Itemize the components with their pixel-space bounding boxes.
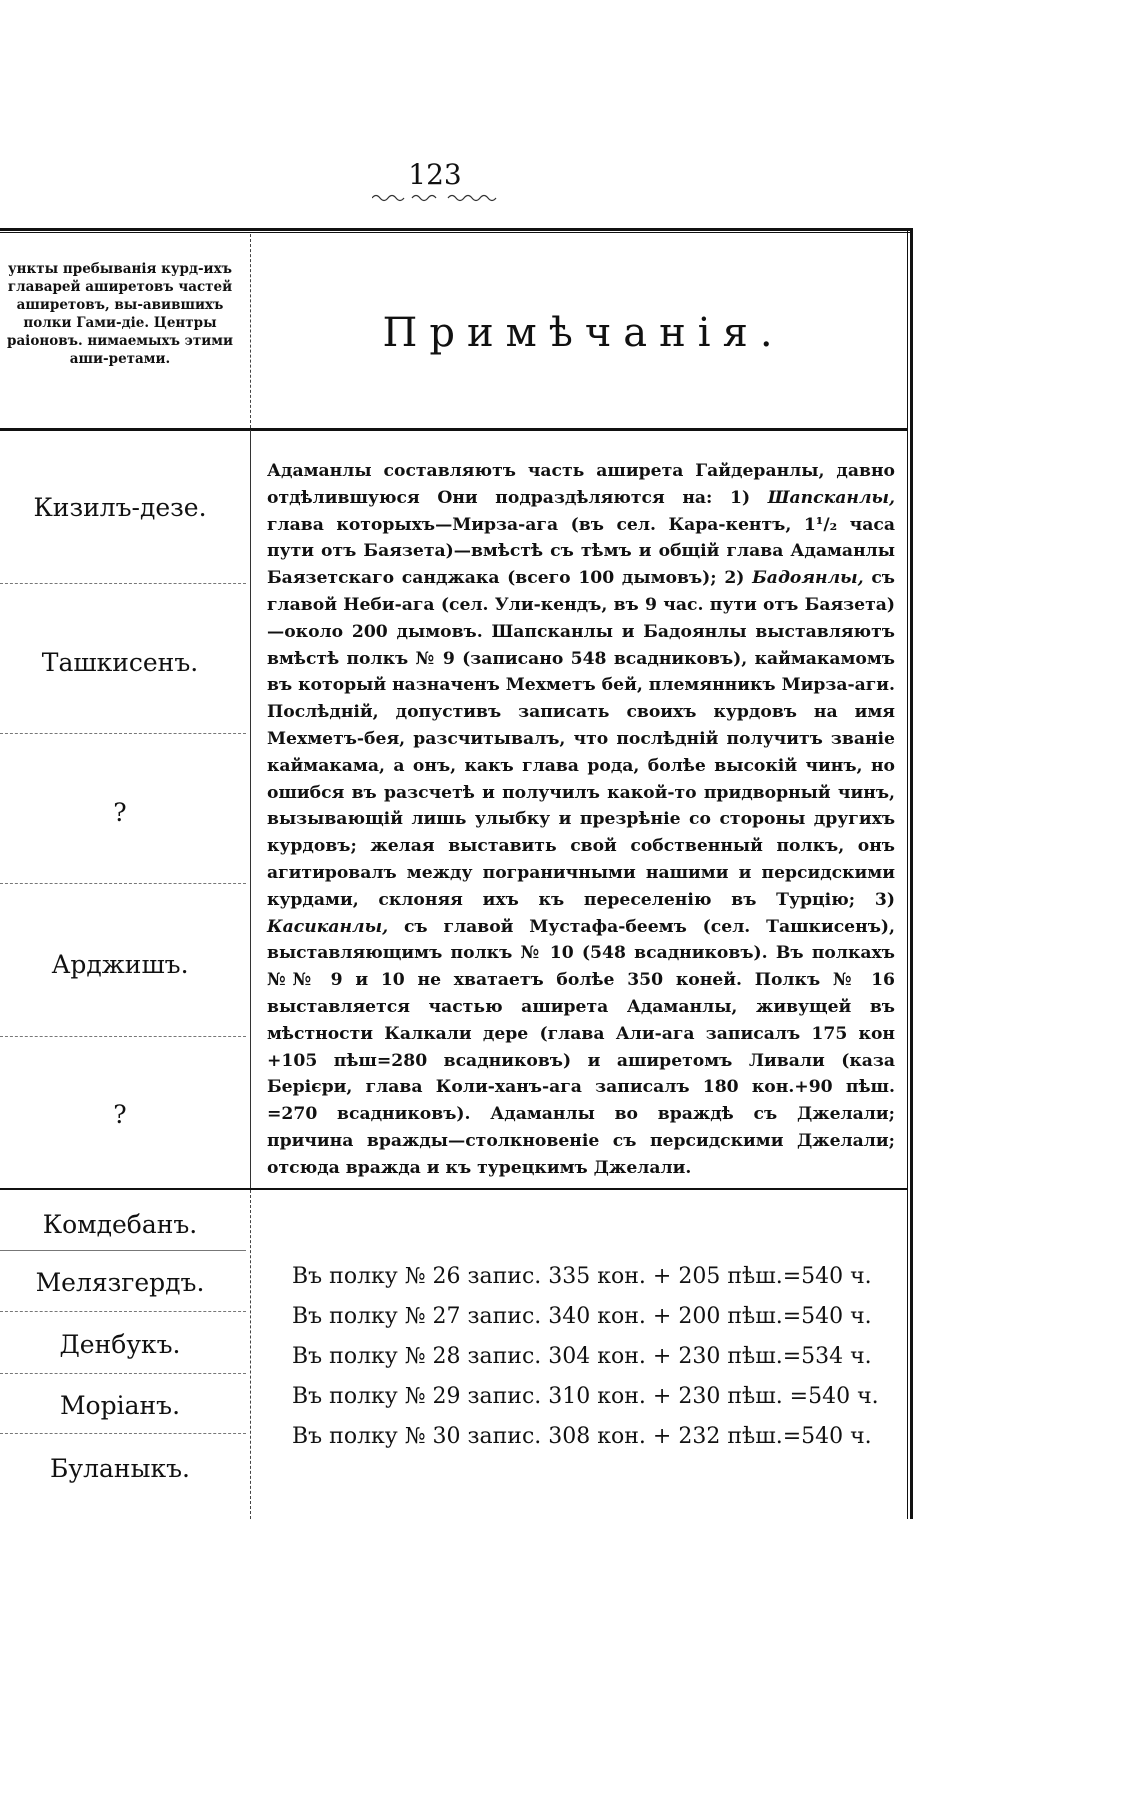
notes-text: Адаманлы составляютъ часть аширета Гайдеранлы, давно отдѣлившуюся Они подраздѣляются на: 1) <box>267 461 895 508</box>
column-divider-lower <box>250 1190 251 1519</box>
column-divider-header <box>250 234 251 428</box>
tribe-name-shapskanly: Шапсканлы, <box>767 487 895 508</box>
regiment-line: Въ полку № 27 запис. 340 кон. + 200 пѣш.=540 ч. <box>292 1304 872 1329</box>
place-komdeban: Комдебанъ. <box>42 1210 198 1239</box>
notes-text: съ главой Неби-ага (сел. Ули-кендъ, въ 9 час. пути отъ Баязета)—около 200 дымовъ. Шапсканлы и Бадоянлы выставляютъ вмѣстѣ полкъ № 9 (записано 548 всадниковъ), каймакамомъ въ который назначенъ Мехметъ бей, племянникъ Мирза-аги. Послѣдній, допустивъ записать своихъ курдовъ на имя Мехметъ-бея, разсчитывалъ, что послѣдній получитъ званіе каймакама, а онъ, какъ глава рода, болѣе высокій чинъ, но ошибся въ разсчетѣ и получилъ какой-то придворный чинъ, вызывающій лишь улыбку и презрѣніе со стороны другихъ курдовъ; желая выставить свой собственный полкъ, онъ агитировалъ между пограничными нашими и персидскими курдами, склоняя ихъ къ переселенію въ Турцію; 3) <box>267 568 895 910</box>
column-divider-upper <box>250 430 251 1188</box>
regiment-line: Въ полку № 28 запис. 304 кон. + 230 пѣш.=534 ч. <box>292 1344 872 1369</box>
place-unknown-1: ? <box>113 798 127 827</box>
row-separator <box>0 733 246 734</box>
notes-text: глава которыхъ—Мирза-ага (въ сел. Кара-кентъ, 1¹/₂ часа пути отъ Баязета)—вмѣстѣ съ тѣмъ и общій глава Адаманлы Баязетскаго санджака (всего 100 дымовъ); 2) <box>267 514 895 589</box>
header-divider <box>0 428 907 431</box>
row-separator <box>0 1373 246 1374</box>
place-unknown-2: ? <box>113 1100 127 1129</box>
section-divider <box>0 1188 907 1190</box>
place-morian: Моріанъ. <box>59 1391 181 1420</box>
place-denbuk: Денбукъ. <box>59 1330 181 1359</box>
table-top-border <box>0 228 913 233</box>
notes-text: съ главой Мустафа-беемъ (сел. Ташкисенъ), выставляющимъ полкъ № 10 (548 всадниковъ). Въ полкахъ №№ 9 и 10 не хватаетъ болѣе 350 коней. Полкъ № 16 выставляется частью аширета Адаманлы, живущей въ мѣстности Калкали дере (глава Али-ага записалъ 175 кон +105 пѣш=280 всадниковъ) и аширетомъ Ливали (каза Берієри, глава Коли-ханъ-ага записалъ 180 кон.+90 пѣш. =270 всадниковъ). Адаманлы во враждѣ съ Джелали; причина вражды—столкновеніе съ персидскими Джелали; отсюда вражда и къ турецкимъ Джелали. <box>267 916 895 1178</box>
regiment-line: Въ полку № 29 запис. 310 кон. + 230 пѣш. =540 ч. <box>292 1384 879 1409</box>
place-tashkisen: Ташкисенъ. <box>41 648 199 677</box>
tribe-name-kasikanly: Касиканлы, <box>267 916 389 937</box>
row-separator <box>0 1036 246 1037</box>
page-number: 123 <box>408 158 462 191</box>
place-bulanyk: Буланыкъ. <box>50 1454 190 1483</box>
regiment-line: Въ полку № 26 запис. 335 кон. + 205 пѣш.=540 ч. <box>292 1264 872 1289</box>
notes-paragraph <box>267 458 895 1182</box>
regiment-list <box>292 1257 912 1457</box>
column-header-notes: Примѣчанія. <box>382 310 785 356</box>
row-separator <box>0 883 246 884</box>
ornament-squiggle <box>372 192 498 204</box>
place-kizil-deze: Кизилъ-дезе. <box>33 493 207 522</box>
row-separator <box>0 1433 246 1434</box>
regiment-line: Въ полку № 30 запис. 308 кон. + 232 пѣш.=540 ч. <box>292 1424 872 1449</box>
row-separator <box>0 583 246 584</box>
tribe-name-badoyanly: Бадоянлы, <box>752 568 864 589</box>
row-separator <box>0 1311 246 1312</box>
place-melyazgerd: Мелязгердъ. <box>35 1268 205 1297</box>
place-ardzhish: Арджишъ. <box>51 950 189 979</box>
column-header-places: ункты пребыванія курд-ихъ главарей аширетовъ частей аширетовъ, вы-авившихъ полки Гами-діе. Центры раіоновъ. нимаемыхъ этими аши-ретами. <box>7 261 233 367</box>
row-separator <box>0 1250 246 1251</box>
